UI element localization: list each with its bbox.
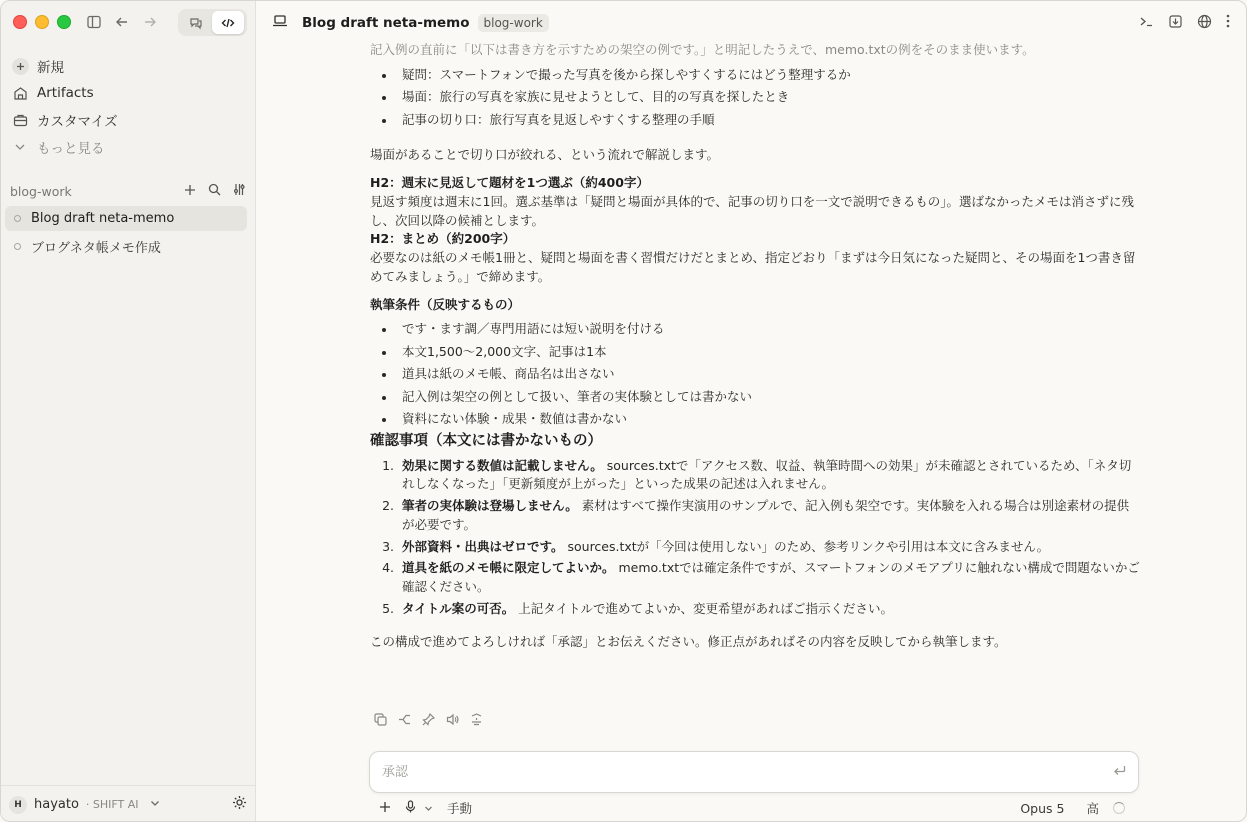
item-lead: 筆者の実体験は登場しません。 — [402, 498, 578, 513]
thread-status-icon — [14, 243, 21, 250]
thread-list — [5, 206, 247, 262]
thread-item-neta-memo[interactable] — [5, 234, 247, 259]
chevron-down-icon — [11, 138, 29, 156]
project-name[interactable]: blog-work — [10, 183, 72, 199]
thread-item-blog-draft[interactable] — [5, 206, 247, 231]
loading-spinner-icon — [1113, 802, 1125, 814]
avatar: H — [9, 796, 27, 814]
more-options-icon[interactable] — [1226, 14, 1230, 32]
user-org: · SHIFT AI — [85, 798, 139, 811]
mode-selector[interactable]: 手動 — [447, 801, 473, 816]
return-icon[interactable] — [1113, 765, 1126, 780]
nav-customize[interactable] — [5, 107, 251, 133]
list-item: 本文1,500〜2,000文字、記事は1本 — [380, 341, 1140, 364]
window-controls — [13, 15, 71, 29]
confirm-list — [370, 457, 1140, 619]
mic-options-chevron-icon[interactable] — [424, 801, 433, 816]
terminal-icon[interactable] — [1139, 14, 1154, 33]
list-item: 場面：旅行の写真を家族に見せようとして、目的の写真を探したとき — [380, 86, 1140, 109]
maximize-window-button[interactable] — [57, 15, 71, 29]
sidebar-nav — [5, 53, 251, 161]
sidebar-top-icons — [85, 13, 159, 31]
chat-mode-button[interactable] — [180, 11, 212, 34]
section-body-review: 見返す頻度は週末に1回。選ぶ基準は「疑問と場面が具体的で、記事の切り口を一文で説明できるもの」。選ばなかったメモは消さずに残し、次回以降の候補とします。 — [370, 193, 1134, 228]
branch-icon[interactable] — [397, 712, 411, 726]
chat-bubble-icon — [189, 16, 203, 30]
settings-sun-icon[interactable] — [232, 795, 247, 814]
nav-more-label: もっと見る — [37, 141, 105, 157]
filter-icon[interactable] — [233, 183, 246, 199]
nav-customize-label: カスタマイズ — [37, 114, 118, 130]
list-item — [370, 559, 1140, 597]
scene-note: 場面があることで切り口が絞れる、という流れで解説します。 — [370, 147, 720, 163]
list-number: 5. — [382, 600, 394, 616]
list-number: 3. — [382, 538, 394, 554]
globe-icon[interactable] — [1197, 14, 1212, 33]
conditions-list — [380, 318, 1140, 431]
attach-plus-icon[interactable] — [379, 801, 391, 816]
section-heading-review: H2：週末に見返して題材を1つ選ぶ（約400字） — [370, 175, 649, 190]
item-text: 上記タイトルで進めてよいか、変更希望があればご指示ください。 — [514, 600, 893, 616]
confirm-heading: 確認事項（本文には書かないもの） — [370, 432, 602, 449]
model-selector[interactable]: Opus 5 — [1020, 800, 1065, 816]
composer-toolbar — [379, 798, 1139, 818]
list-item: 記入例は架空の例として扱い、筆者の実体験としては書かない — [380, 386, 1140, 409]
mode-toggle — [178, 9, 247, 36]
search-icon[interactable] — [208, 183, 221, 199]
thread-status-icon — [14, 215, 21, 222]
section-body-summary: 必要なのは紙のメモ帳1冊と、疑問と場面を書く習慣だけだとまとめ、指定どおり「まずは今日気になった疑問と、その場面を1つ書き留めてみましょう。」で締めます。 — [370, 250, 1136, 284]
item-text: sources.txtで「アクセス数、収益、執筆時間への効果」が未確認とされているため、「ネタ切れしなくなった」「更新頻度が上がった」といった成果の記述は入れません。 — [402, 457, 1132, 492]
code-mode-button[interactable] — [212, 11, 244, 34]
closing-text: この構成で進めてよろしければ「承認」とお伝えください。修正点があればその内容を反映してから執筆します。 — [370, 633, 1007, 649]
nav-artifacts-label: Artifacts — [37, 85, 94, 101]
nav-more[interactable] — [5, 134, 251, 160]
assistant-message — [370, 41, 1140, 651]
sidebar-toggle-icon[interactable] — [85, 13, 103, 31]
chevron-down-icon[interactable] — [150, 797, 160, 812]
intro-text: 記入例の直前に「以下は書き方を示すための架空の例です。」と明記したうえで、memo.txtの例をそのまま使います。 — [370, 42, 1035, 57]
item-text: 素材はすべて操作実演用のサンプルで、記入例も架空です。実体験を入れる場合は別途素材の提供が必要です。 — [402, 498, 1130, 532]
thread-label: Blog draft neta-memo — [31, 211, 175, 226]
project-header — [10, 181, 246, 201]
effort-selector[interactable]: 高 — [1086, 801, 1099, 816]
user-menu[interactable] — [1, 785, 255, 822]
list-item — [370, 538, 1140, 557]
fork-icon[interactable] — [469, 712, 483, 726]
message-composer — [369, 751, 1139, 793]
copy-icon[interactable] — [373, 712, 387, 726]
plus-icon — [11, 57, 29, 75]
speaker-icon[interactable] — [445, 712, 459, 726]
message-input[interactable] — [382, 765, 1113, 780]
list-number: 1. — [382, 457, 394, 473]
minimize-window-button[interactable] — [35, 15, 49, 29]
download-panel-icon[interactable] — [1168, 14, 1183, 33]
artifacts-icon — [11, 84, 29, 102]
nav-new-label: 新規 — [37, 60, 64, 76]
item-lead: 効果に関する数値は記載しません。 — [402, 457, 603, 473]
microphone-icon[interactable] — [405, 800, 416, 816]
list-item: 記事の切り口：旅行写真を見返しやすくする整理の手順 — [380, 109, 1140, 132]
list-item — [370, 497, 1140, 535]
briefcase-icon — [11, 111, 29, 129]
project-tag[interactable]: blog-work — [478, 14, 549, 32]
add-thread-icon[interactable] — [184, 184, 196, 199]
thread-label: ブログネタ帳メモ作成 — [31, 241, 161, 256]
item-lead: 道具を紙のメモ帳に限定してよいか。 — [402, 560, 615, 576]
nav-artifacts[interactable] — [5, 80, 251, 106]
code-icon — [221, 16, 235, 30]
back-arrow-icon[interactable] — [113, 13, 131, 31]
user-name: hayato — [34, 797, 79, 812]
nav-new[interactable] — [5, 53, 251, 79]
item-text: memo.txtでは確定条件ですが、スマートフォンのメモアプリに触れない構成で問題ないかご確認ください。 — [402, 560, 1140, 594]
item-lead: 外部資料・出典はゼロです。 — [402, 538, 564, 554]
sidebar — [1, 1, 256, 822]
item-text: sources.txtが「今回は使用しない」のため、参考リンクや引用は本文に含みません。 — [563, 538, 1050, 554]
close-window-button[interactable] — [13, 15, 27, 29]
conditions-heading: 執筆条件（反映するもの） — [370, 296, 521, 312]
conversation-header — [256, 1, 1246, 45]
section-heading-summary: H2：まとめ（約200字） — [370, 231, 516, 247]
forward-arrow-icon[interactable] — [141, 13, 159, 31]
list-item: 疑問：スマートフォンで撮った写真を後から探しやすくするにはどう整理するか — [380, 64, 1140, 87]
pin-icon[interactable] — [421, 712, 435, 726]
item-lead: タイトル案の可否。 — [402, 600, 515, 616]
example-list — [380, 64, 1140, 132]
list-item — [370, 457, 1140, 495]
list-number: 2. — [382, 498, 394, 513]
list-item — [370, 600, 1140, 619]
message-actions — [373, 712, 483, 726]
list-item: 道具は紙のメモ帳、商品名は出さない — [380, 363, 1140, 386]
list-item: です・ます調／専門用語には短い説明を付ける — [380, 318, 1140, 341]
laptop-icon — [272, 14, 288, 32]
list-number: 4. — [382, 560, 394, 576]
conversation-title[interactable]: Blog draft neta-memo — [302, 15, 470, 31]
list-item: 資料にない体験・成果・数値は書かない — [380, 408, 1140, 431]
